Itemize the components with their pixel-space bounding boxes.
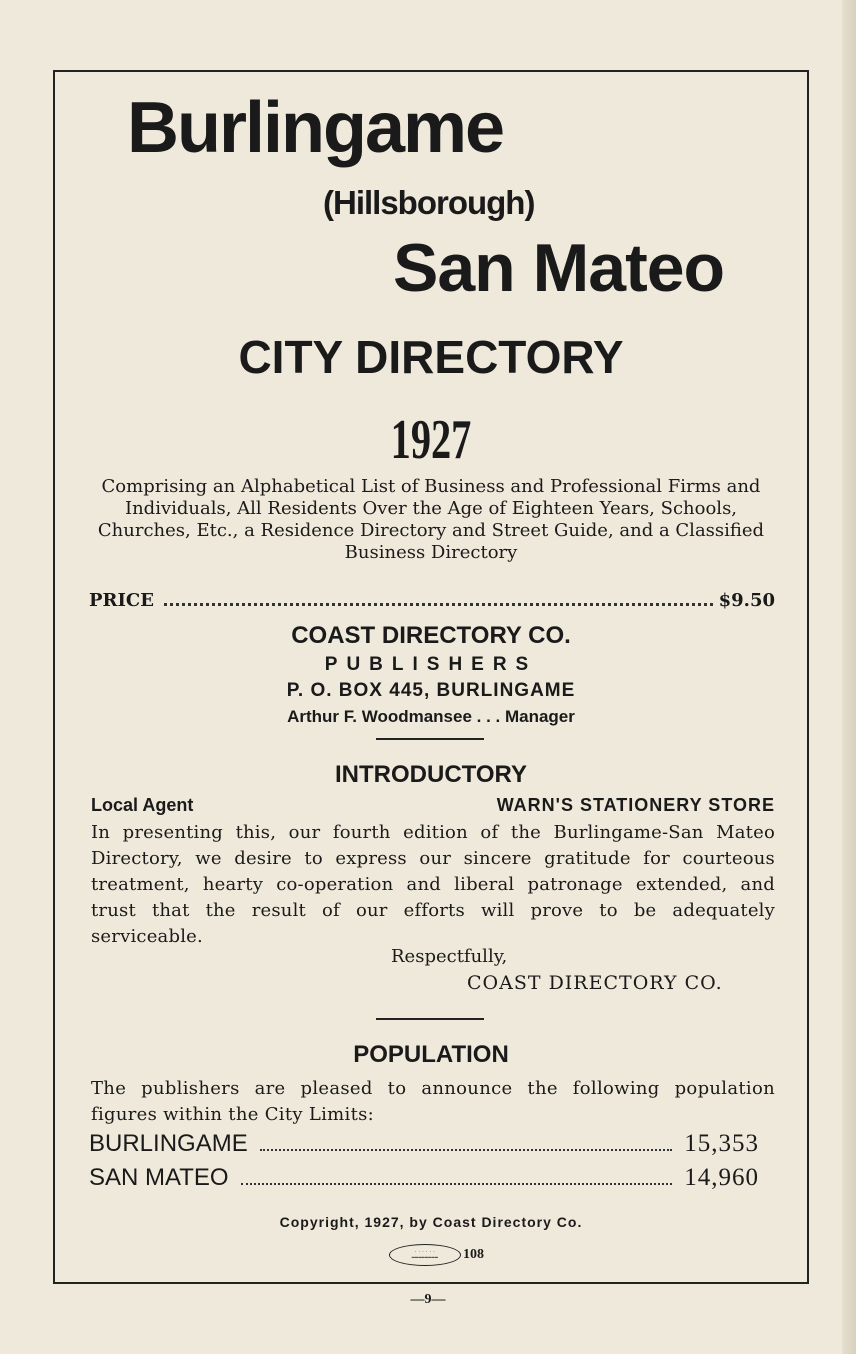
copyright-text: Copyright, 1927, by Coast Directory Co. <box>279 1214 583 1230</box>
publisher-role: PUBLISHERS <box>324 654 538 675</box>
dot-leader <box>164 603 713 606</box>
city-name: SAN MATEO <box>89 1164 229 1191</box>
introductory-body: In presenting this, our fourth edition of the Burlingame-San Mateo Directory, we desire to express our sincere gratitude for courteous treatment, hearty co-operation and liberal patronage extended, and trust that the result of our efforts will prove to be adequately serviceable. <box>91 822 775 947</box>
page-number: —9— <box>410 1292 446 1307</box>
population-heading: POPULATION <box>353 1041 509 1068</box>
page-edge <box>842 0 856 1354</box>
directory-year: 1927 <box>390 409 472 471</box>
union-label-number: 108 <box>463 1247 484 1262</box>
publisher-name: COAST DIRECTORY CO. <box>291 622 571 649</box>
directory-label: CITY DIRECTORY <box>238 331 624 383</box>
agent-name: WARN'S STATIONERY STORE <box>496 795 775 815</box>
title-san-mateo: San Mateo <box>393 230 725 306</box>
page-frame <box>53 70 809 1284</box>
city-name: BURLINGAME <box>89 1130 248 1157</box>
union-bug-icon: · · · · · · ━━━━━━━━ <box>389 1244 461 1266</box>
closing-text: Respectfully, <box>391 946 508 967</box>
price-value: $9.50 <box>718 590 775 611</box>
population-row <box>89 1164 759 1192</box>
local-agent-row <box>91 795 775 816</box>
population-count: 15,353 <box>684 1130 759 1157</box>
population-count: 14,960 <box>684 1164 759 1191</box>
divider <box>376 1018 484 1020</box>
signature-text: COAST DIRECTORY CO. <box>467 972 723 994</box>
title-hillsborough: (Hillsborough) <box>323 184 535 221</box>
publisher-address: P. O. BOX 445, BURLINGAME <box>286 680 576 701</box>
population-intro: The publishers are pleased to announce the following population figures within the City Limits: <box>91 1078 775 1125</box>
description-text: Comprising an Alphabetical List of Business and Professional Firms and Individuals, All Residents Over the Age of Eighteen Years, Schools, Churches, Etc., a Residence Directory and Street Guide, and a Classified Business Directory <box>97 476 765 563</box>
dot-leader <box>241 1183 673 1185</box>
population-row <box>89 1130 759 1158</box>
dot-leader <box>260 1149 673 1151</box>
agent-label: Local Agent <box>91 795 194 815</box>
title-burlingame: Burlingame <box>127 88 504 168</box>
price-label: PRICE <box>89 590 154 611</box>
introductory-heading: INTRODUCTORY <box>335 761 527 788</box>
publisher-manager: Arthur F. Woodmansee . . . Manager <box>287 707 575 726</box>
price-row <box>89 590 775 611</box>
divider <box>376 738 484 740</box>
union-label <box>389 1244 484 1266</box>
